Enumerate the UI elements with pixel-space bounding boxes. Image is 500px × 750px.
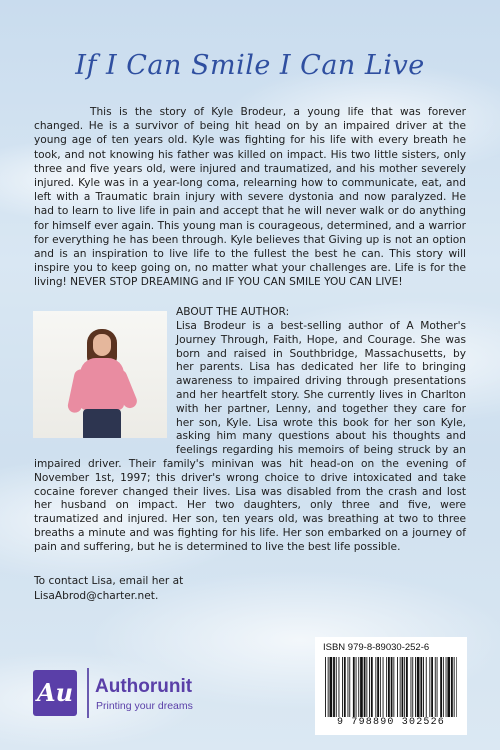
contact-line: To contact Lisa, email her at: [34, 575, 184, 587]
contact-email: LisaAbrod@charter.net.: [34, 590, 159, 602]
isbn-barcode: [315, 637, 467, 735]
about-author-text: [34, 320, 466, 555]
contact-info: [34, 574, 234, 604]
about-author-heading: ABOUT THE AUTHOR:: [176, 306, 290, 318]
barcode-number: 9 798890 302526: [336, 717, 445, 728]
publisher-logo: [33, 662, 213, 722]
barcode-bars-icon: [325, 657, 457, 717]
publisher-tagline: Printing your dreams: [96, 700, 193, 712]
publisher-mark-icon: Au: [33, 670, 77, 716]
story-blurb: This is the story of Kyle Brodeur, a young life that was forever changed. He is a survivor of being hit head on by an impaired driver at the young age of ten years old. Kyle was fighting for his life with every breath he took, and not knowing his father was killed on impact. His two little sisters, only three and five years old, were injured and traumatized, and his mother severely injured. Kyle was in a year-long coma, relearning how to communicate, eat, and left with a Traumatic brain injury with severe dystonia and now paralyzed. He had to learn to live life in pain and accept that he will never walk or do anything for himself ever again. This young man is courageous, determined, and a warrior for everything he has been through. Kyle believes that Giving up is not an option and is an inspiration to live life to the fullest the best he can. This story will inspire you to keep going on, no matter what your challenges are. Life is for the living! NEVER STOP DREAMING and IF YOU CAN SMILE YOU CAN LIVE!: [34, 106, 466, 289]
publisher-name: Authorunit: [95, 676, 193, 697]
book-title: If I Can Smile I Can Live: [75, 50, 425, 81]
about-author-body: Lisa Brodeur is a best-selling author of A Mother's Journey Through, Faith, Hope, and Courage. She was born and raised in Southbridge, Massachusetts, by her parents. Lisa has dedicated her life to bringing awareness to impaired driving through presentations and her heartfelt story. She currently lives in Charlton with her partner, Lenny, and together they care for her son, Kyle. Lisa wrote this book for her son Kyle, asking him many questions about his thoughts and feelings regarding his memoirs of being struck by an impaired driver. Their family's minivan was hit head-on on the evening of November 1st, 1997; this driver's wrong choice to drive intoxicated and take cocaine forever changed their lives. Lisa was disabled from the crash and lost her husband on impact. Her two daughters, only three and five, were traumatized and injured. Her son, ten years old, was breathing at two to three breaths a minute and was fighting for his life. Her son embarked on a journey of pain and suffering, but he is determined to live the best life possible.: [34, 320, 466, 553]
isbn-label: ISBN 979-8-89030-252-6: [323, 642, 430, 653]
